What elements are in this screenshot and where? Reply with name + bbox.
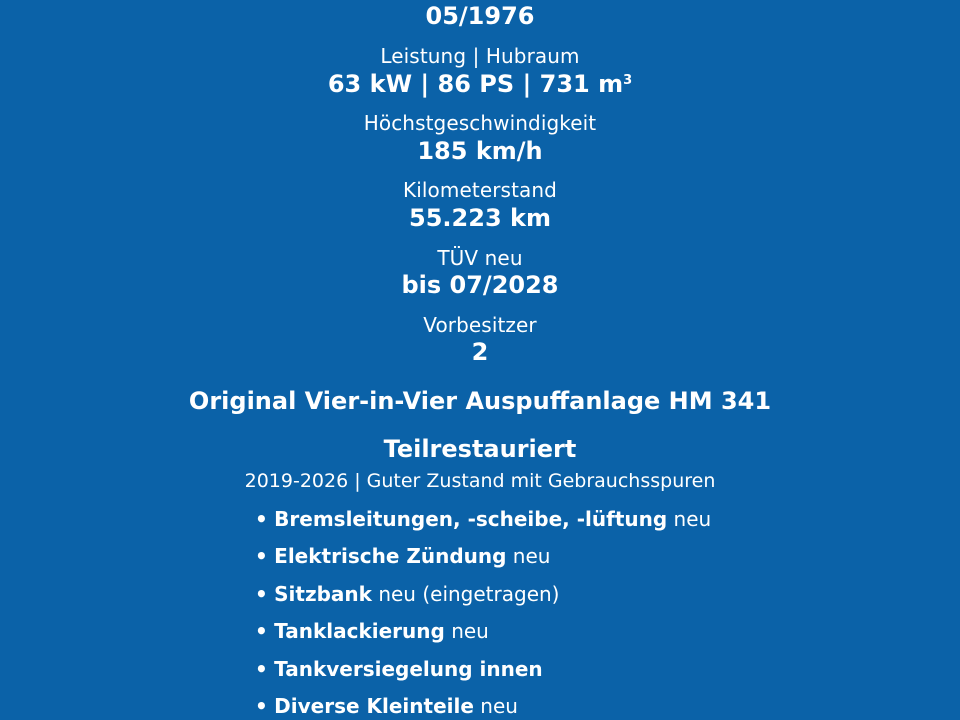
inspection-value: bis 07/2028	[401, 271, 559, 299]
bullet-icon: •	[255, 507, 268, 531]
power-value-text: 63 kW | 86 PS | 731 m	[327, 70, 624, 98]
bullet-icon: •	[255, 619, 268, 643]
list-item-normal: neu	[673, 507, 712, 531]
bullet-icon: •	[255, 694, 268, 718]
top-speed-value: 185 km/h	[417, 137, 543, 165]
list-item-bold: Bremsleitungen, -scheibe, -lüftung	[274, 507, 668, 531]
top-speed-label: Höchstgeschwindigkeit	[363, 111, 597, 135]
bullet-icon: •	[255, 544, 268, 568]
list-item	[255, 619, 489, 643]
list-item	[255, 694, 518, 718]
list-item-normal: neu	[512, 544, 551, 568]
list-item	[255, 657, 543, 681]
exhaust-heading: Original Vier-in-Vier Auspuffanlage HM 341	[188, 387, 772, 415]
owners-value: 2	[471, 338, 489, 366]
mileage-label: Kilometerstand	[403, 178, 557, 202]
list-item-normal: neu	[480, 694, 518, 718]
list-item-bold: Tanklackierung	[274, 619, 445, 643]
bullet-icon: •	[255, 657, 268, 681]
list-item-bold: Diverse Kleinteile	[274, 694, 474, 718]
restoration-heading: Teilrestauriert	[383, 435, 577, 463]
restoration-subline: 2019-2026 | Guter Zustand mit Gebrauchsspuren	[244, 470, 716, 492]
list-item-bold: Sitzbank	[274, 582, 372, 606]
bullet-icon: •	[255, 582, 268, 606]
list-item-bold: Elektrische Zündung	[274, 544, 507, 568]
power-label: Leistung | Hubraum	[380, 44, 580, 68]
power-value	[0, 70, 960, 98]
list-item-bold: Tankversiegelung innen	[274, 657, 543, 681]
list-item	[255, 582, 559, 606]
owners-label: Vorbesitzer	[423, 313, 537, 337]
first-registration-value: 05/1976	[425, 2, 535, 30]
list-item	[255, 544, 550, 568]
list-item-normal: neu (eingetragen)	[378, 582, 560, 606]
power-value-superscript: 3	[623, 73, 633, 88]
list-item-normal: neu	[451, 619, 489, 643]
inspection-label: TÜV neu	[437, 246, 523, 270]
mileage-value: 55.223 km	[409, 204, 551, 232]
list-item	[255, 507, 711, 531]
